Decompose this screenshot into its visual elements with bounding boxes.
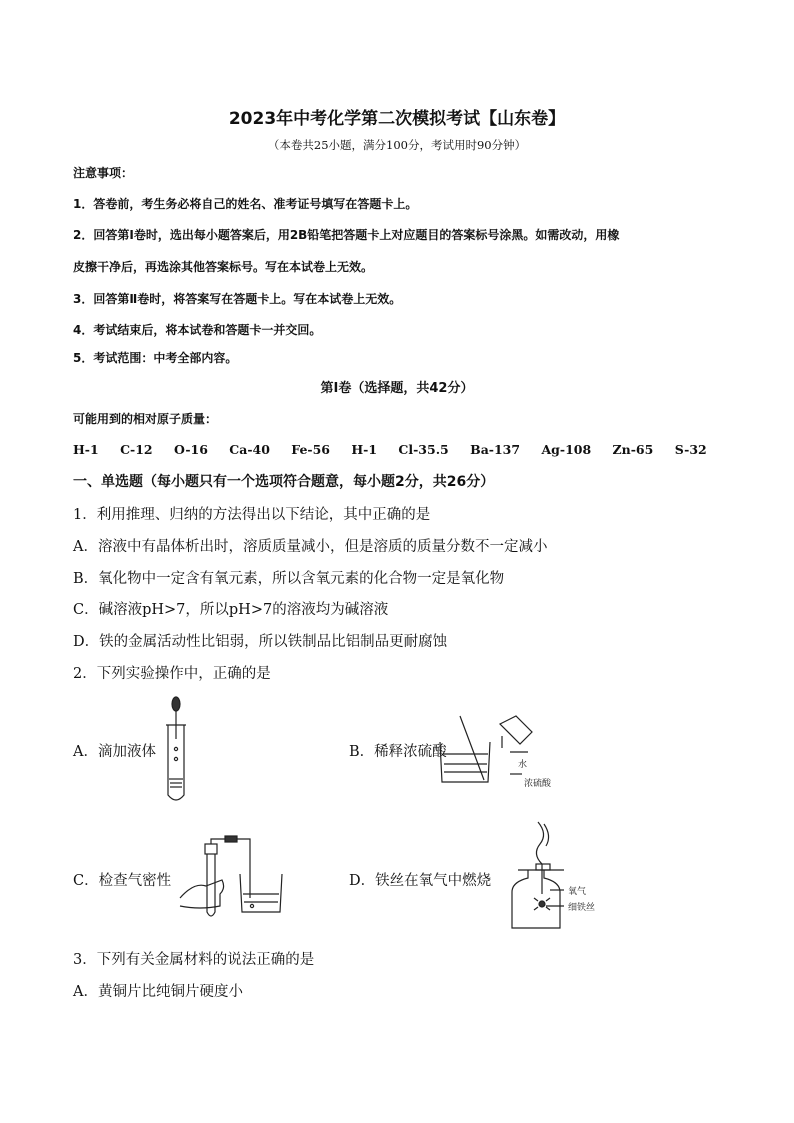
question-stem: 2．下列实验操作中，正确的是 [73,666,271,682]
notes-heading: 注意事项： [73,166,134,180]
atomic-mass: Fe-56 [291,442,330,457]
atomic-mass: O-16 [173,442,208,457]
question-option: B．稀释浓硫酸 [349,744,447,760]
question-stem: 3．下列有关金属材料的说法正确的是 [73,952,315,968]
question-option: C．检查气密性 [73,873,172,889]
atomic-mass: C-12 [120,442,153,457]
note-item: 1．答卷前，考生务必将自己的姓名、准考证号填写在答题卡上。 [73,197,418,211]
note-item: 3．回答第Ⅱ卷时，将答案写在答题卡上。写在本试卷上无效。 [73,292,402,306]
question-stem: 1．利用推理、归纳的方法得出以下结论，其中正确的是 [73,507,431,523]
question-option: D．铁的金属活动性比铝弱，所以铁制品比铝制品更耐腐蚀 [73,634,448,650]
dropper-test-tube-figure [160,695,200,807]
atomic-mass: Ag-108 [541,442,592,457]
section-title: 第Ⅰ卷（选择题，共42分） [320,381,474,396]
atomic-mass: H-1 [351,442,378,457]
figure-label: 水 [518,760,528,770]
atomic-mass: Zn-65 [612,442,654,457]
question-option: A．滴加液体 [73,744,156,760]
note-item: 4．考试结束后，将本试卷和答题卡一并交回。 [73,323,322,337]
note-item: 2．回答第Ⅰ卷时，选出每小题答案后，用2B铅笔把答题卡上对应题目的答案标号涂黑。如需改动，用橡 [73,228,620,242]
note-item: 5．考试范围：中考全部内容。 [73,351,238,365]
atomic-mass-list [73,442,724,457]
atomic-mass: H-1 [73,442,99,457]
atomic-mass: Ba-137 [470,442,521,457]
atomic-mass: S-32 [674,442,707,457]
note-item: 皮擦干净后，再选涂其他答案标号。写在本试卷上无效。 [73,260,374,274]
figure-label: 氧气 [568,887,587,897]
question-option: A．黄铜片比纯铜片硬度小 [73,984,243,1000]
iron-burning-figure [508,820,628,932]
dilute-acid-figure [432,712,552,792]
atomic-mass: Ca-40 [229,442,270,457]
page-title: 2023年中考化学第二次模拟考试【山东卷】 [228,109,566,129]
question-option: A．溶液中有晶体析出时，溶质质量减小，但是溶质的质量分数不一定减小 [73,539,548,555]
figure-label: 浓硫酸 [524,779,552,789]
page-subtitle: （本卷共25小题，满分100分，考试用时90分钟） [267,138,527,152]
airtightness-figure [180,836,295,924]
atomic-mass: Cl-35.5 [398,442,449,457]
question-option: D．铁丝在氧气中燃烧 [349,873,492,889]
question-option: C．碱溶液pH>7，所以pH>7的溶液均为碱溶液 [73,602,389,618]
part-heading: 一、单选题（每小题只有一个选项符合题意，每小题2分，共26分） [73,474,495,490]
question-option: B．氧化物中一定含有氧元素，所以含氧元素的化合物一定是氧化物 [73,571,505,587]
figure-label: 细铁丝 [568,903,596,913]
atomic-mass-label: 可能用到的相对原子质量： [73,412,218,426]
